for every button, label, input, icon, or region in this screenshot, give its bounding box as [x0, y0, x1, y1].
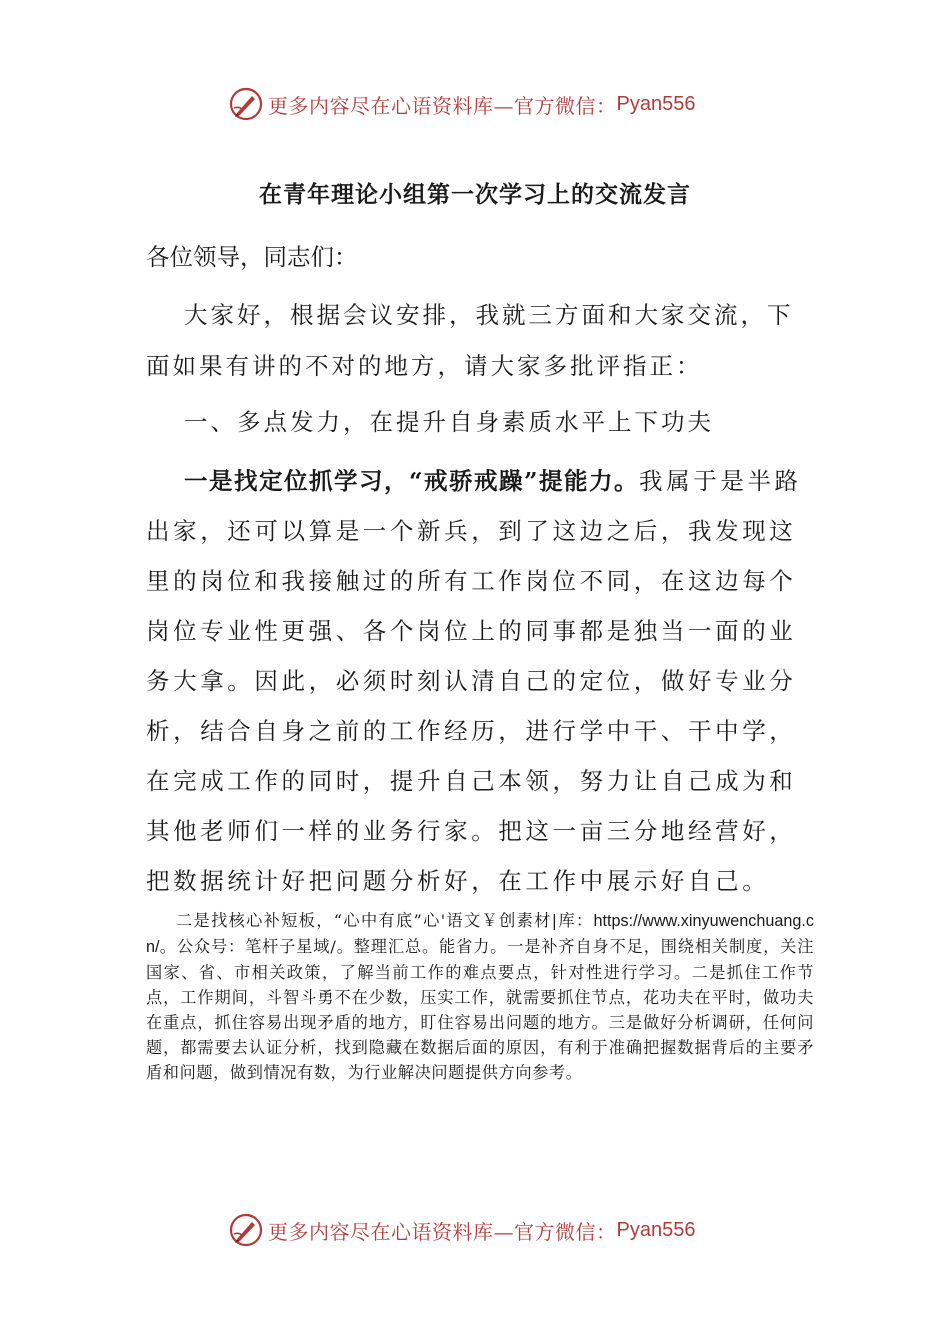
point-two-paragraph [146, 908, 814, 1085]
footer-banner [228, 1210, 695, 1250]
document-title: 在青年理论小组第一次学习上的交流发言 [259, 181, 691, 208]
header-banner [228, 84, 695, 124]
point-two-url[interactable]: https://www.xinyuwenchuang.cn/ [146, 912, 814, 956]
point-one-lead: 一是找定位抓学习，“戒骄戒躁”提能力。 [184, 467, 640, 495]
salutation: 各位领导，同志们： [146, 243, 358, 271]
point-two-prefix: 二是找核心补短板，“心中有底”心'语文￥创素材|库： [176, 911, 594, 930]
point-two-body: 。公众号：笔杆子星域/。整理汇总。能省力。一是补齐自身不足，围绕相关制度，关注国家、省、市相关政策，了解当前工作的难点要点，针对性进行学习。二是抓住工作节点，工作期间，斗智斗勇不在少数，压实工作，就需要抓住节点，花功夫在平时，做功夫在重点，抓住容易出现矛盾的地方，盯住容易出问题的地方。三是做好分析调研，任何问题，都需要去认证分析，找到隐藏在数据后面的原因，有利于准确把握数据背后的主要矛盾和问题，做到情况有数，为行业解决问题提供方向参考。 [146, 937, 814, 1082]
intro-paragraph: 大家好，根据会议安排，我就三方面和大家交流，下面如果有讲的不对的地方，请大家多批评指正： [146, 301, 794, 380]
banner-text: 更多内容尽在心语资料库—官方微信： [268, 93, 617, 118]
pen-circle-icon [228, 86, 264, 122]
section-heading: 一、多点发力，在提升自身素质水平上下功夫 [184, 408, 714, 436]
banner-handle: Pyan556 [616, 1218, 696, 1241]
banner-text: 更多内容尽在心语资料库—官方微信： [268, 1219, 617, 1244]
point-one-paragraph [146, 456, 814, 906]
banner-handle: Pyan556 [616, 92, 696, 115]
pen-circle-icon [228, 1212, 264, 1248]
point-one-body: 我属于是半路出家，还可以算是一个新兵，到了这边之后，我发现这里的岗位和我接触过的所有工作岗位不同，在这边每个岗位专业性更强、各个岗位上的同事都是独当一面的业务大拿。因此，必须时刻认清自己的定位，做好专业分析，结合自身之前的工作经历，进行学中干、干中学，在完成工作的同时，提升自己本领，努力让自己成为和其他老师们一样的业务行家。把这一亩三分地经营好，把数据统计好把问题分析好，在工作中展示好自己。 [146, 467, 802, 895]
